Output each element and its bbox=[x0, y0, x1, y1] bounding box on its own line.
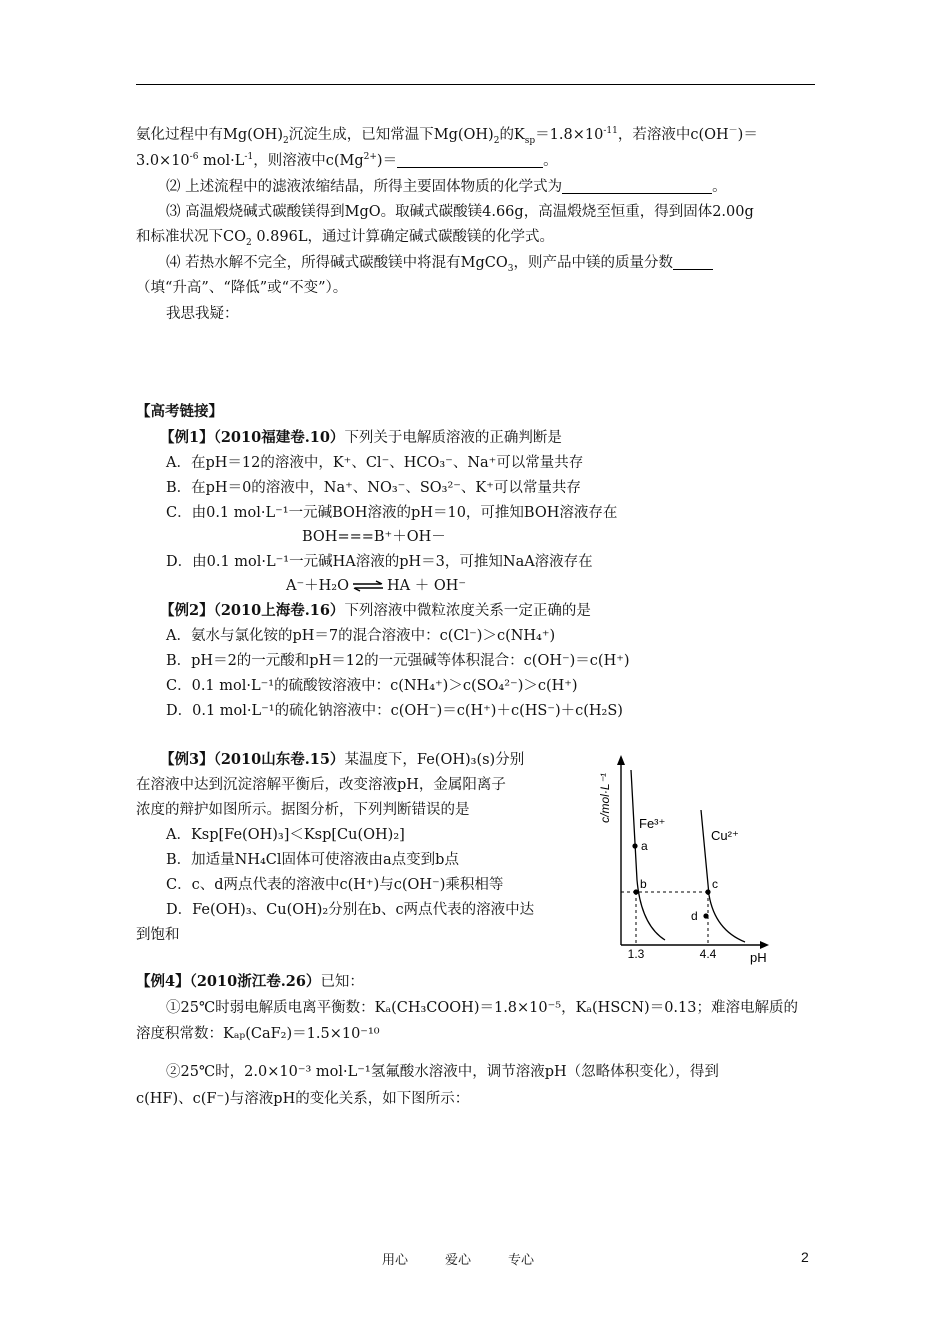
point-d bbox=[703, 913, 708, 918]
point-c bbox=[705, 889, 710, 894]
ex3-option-d-cont: 到饱和 bbox=[136, 927, 180, 943]
ex2-option-a: A．氨水与氯化铵的pH＝7的混合溶液中：c(Cl⁻)＞c(NH₄⁺) bbox=[166, 628, 556, 644]
footer-item: 专心 bbox=[508, 1253, 535, 1268]
x-axis-label: pH bbox=[750, 950, 767, 965]
page-number: 2 bbox=[801, 1249, 809, 1265]
q4-line2: （填“升高”、“降低”或“不变”）。 bbox=[136, 280, 348, 296]
ex4-question: 【例4】（2010浙江卷.26）已知： bbox=[136, 973, 364, 990]
cu-label: Cu²⁺ bbox=[711, 828, 739, 843]
footer-item: 用心 bbox=[382, 1253, 409, 1268]
point-b bbox=[633, 889, 638, 894]
q2-line: ⑵ 上述流程中的滤液浓缩结晶，所得主要固体物质的化学式为 。 bbox=[166, 179, 727, 195]
think-label: 我思我疑： bbox=[166, 306, 239, 322]
q1-line2: $3.0\times 10^{-6}$ $mol\cdot L^{-1}$，则溶液中$c(Mg^{2+})=$ 。 bbox=[136, 152, 558, 169]
ex3-question-line2: 在溶液中达到沉淀溶解平衡后，改变溶液pH，金属阳离子 bbox=[136, 777, 506, 793]
ex1-option-c: C．由0.1 mol·L⁻¹一元碱BOH溶液的pH＝10，可推知BOH溶液存在 bbox=[166, 505, 618, 521]
ex4-item1-line1: ①25℃时弱电解质电离平衡数：Kₐ(CH₃COOH)＝1.8×10⁻⁵，Kₐ(HSCN)＝0.13；难溶电解质的 bbox=[166, 1000, 798, 1016]
gaokao-title: 【高考链接】 bbox=[136, 403, 223, 420]
ex1-option-d: D．由0.1 mol·L⁻¹一元碱HA溶液的pH＝3，可推知NaA溶液存在 bbox=[166, 554, 593, 570]
fe-curve bbox=[631, 770, 665, 940]
ex2-option-c: C．0.1 mol·L⁻¹的硫酸铵溶液中：c(NH₄⁺)＞c(SO₄²⁻)＞c(H⁺) bbox=[166, 678, 578, 694]
ex3-option-a: A．Ksp[Fe(OH)₃]＜Ksp[Cu(OH)₂] bbox=[166, 827, 405, 843]
solubility-figure bbox=[585, 750, 785, 965]
ex3-option-b: B．加适量NH₄Cl固体可使溶液由a点变到b点 bbox=[166, 852, 459, 868]
ex3-option-d: D．Fe(OH)₃、Cu(OH)₂分别在b、c两点代表的溶液中达 bbox=[166, 902, 535, 918]
x-tick-2: 4.4 bbox=[699, 947, 717, 961]
ex1-question: 【例1】（2010福建卷.10）下列关于电解质溶液的正确判断是 bbox=[160, 429, 562, 446]
y-axis-arrow-icon bbox=[617, 755, 625, 765]
point-c-label: c bbox=[712, 877, 718, 891]
ex2-option-d: D．0.1 mol·L⁻¹的硫化钠溶液中：c(OH⁻)＝c(H⁺)＋c(HS⁻)＋c(H₂S) bbox=[166, 703, 623, 719]
q1-line1: 氨化过程中有$Mg(OH)_2$沉淀生成，已知常温下$Mg(OH)_2$的$K_{sp}=1.8\times 10^{-11}$，若溶液中c(OH－)＝ bbox=[136, 126, 758, 146]
point-a-label: a bbox=[641, 839, 648, 853]
answer-blank-mg-fraction[interactable] bbox=[673, 255, 713, 270]
answer-blank-formula[interactable] bbox=[562, 179, 712, 194]
ex4-item1-line2: 溶度积常数：Kₐₚ(CaF₂)＝1.5×10⁻¹⁰ bbox=[136, 1026, 380, 1042]
fe-label: Fe³⁺ bbox=[639, 816, 666, 831]
answer-blank-mg[interactable] bbox=[397, 153, 543, 168]
x-axis-arrow-icon bbox=[760, 941, 769, 949]
point-d-label: d bbox=[691, 909, 698, 923]
ex2-question: 【例2】（2010上海卷.16）下列溶液中微粒浓度关系一定正确的是 bbox=[160, 602, 591, 619]
x-tick-1: 1.3 bbox=[627, 947, 645, 961]
ex4-item2-line2: c(HF)、c(F⁻)与溶液pH的变化关系，如下图所示： bbox=[136, 1091, 470, 1107]
point-a bbox=[632, 843, 637, 848]
header-rule bbox=[136, 84, 815, 85]
ex3-option-c: C．c、d两点代表的溶液中c(H⁺)与c(OH⁻)乘积相等 bbox=[166, 877, 504, 893]
ex2-option-b: B．pH＝2的一元酸和pH＝12的一元强碱等体积混合：c(OH⁻)＝c(H⁺) bbox=[166, 653, 630, 669]
ex3-question-line1: 【例3】（2010山东卷.15）某温度下，Fe(OH)₃(s)分别 bbox=[160, 751, 525, 768]
ex4-item2-line1: ②25℃时，2.0×10⁻³ mol·L⁻¹氢氟酸水溶液中，调节溶液pH（忽略体积变化），得到 bbox=[166, 1064, 719, 1080]
point-b-label: b bbox=[640, 877, 647, 891]
footer-item: 爱心 bbox=[445, 1253, 472, 1268]
ex1-option-b: B．在pH＝0的溶液中，Na⁺、NO₃⁻、SO₃²⁻、K⁺可以常量共存 bbox=[166, 480, 581, 496]
q3-line1: ⑶ 高温煅烧碱式碳酸镁得到MgO。取碱式碳酸镁4.66g，高温煅烧至恒重，得到固体2.00g bbox=[166, 204, 754, 220]
ex3-question-line3: 浓度的辩护如图所示。据图分析，下列判断错误的是 bbox=[136, 802, 470, 818]
ex1-option-c-eq: BOH===B⁺＋OH－ bbox=[302, 529, 446, 545]
equilibrium-arrow-icon bbox=[351, 580, 385, 592]
y-axis-label: c/mol·L⁻¹ bbox=[598, 773, 612, 823]
q3-line2: 和标准状况下$CO_2$ 0.896L，通过计算确定碱式碳酸镁的化学式。 bbox=[136, 229, 554, 248]
ex1-option-d-eq: A⁻＋H₂O HA ＋ OH⁻ bbox=[286, 578, 467, 594]
q4-line1: ⑷ 若热水解不完全，所得碱式碳酸镁中将混有MgCO$_3$，则产品中镁的质量分数 bbox=[166, 253, 713, 273]
ex1-option-a: A．在pH＝12的溶液中，K⁺、Cl⁻、HCO₃⁻、Na⁺可以常量共存 bbox=[166, 455, 584, 471]
